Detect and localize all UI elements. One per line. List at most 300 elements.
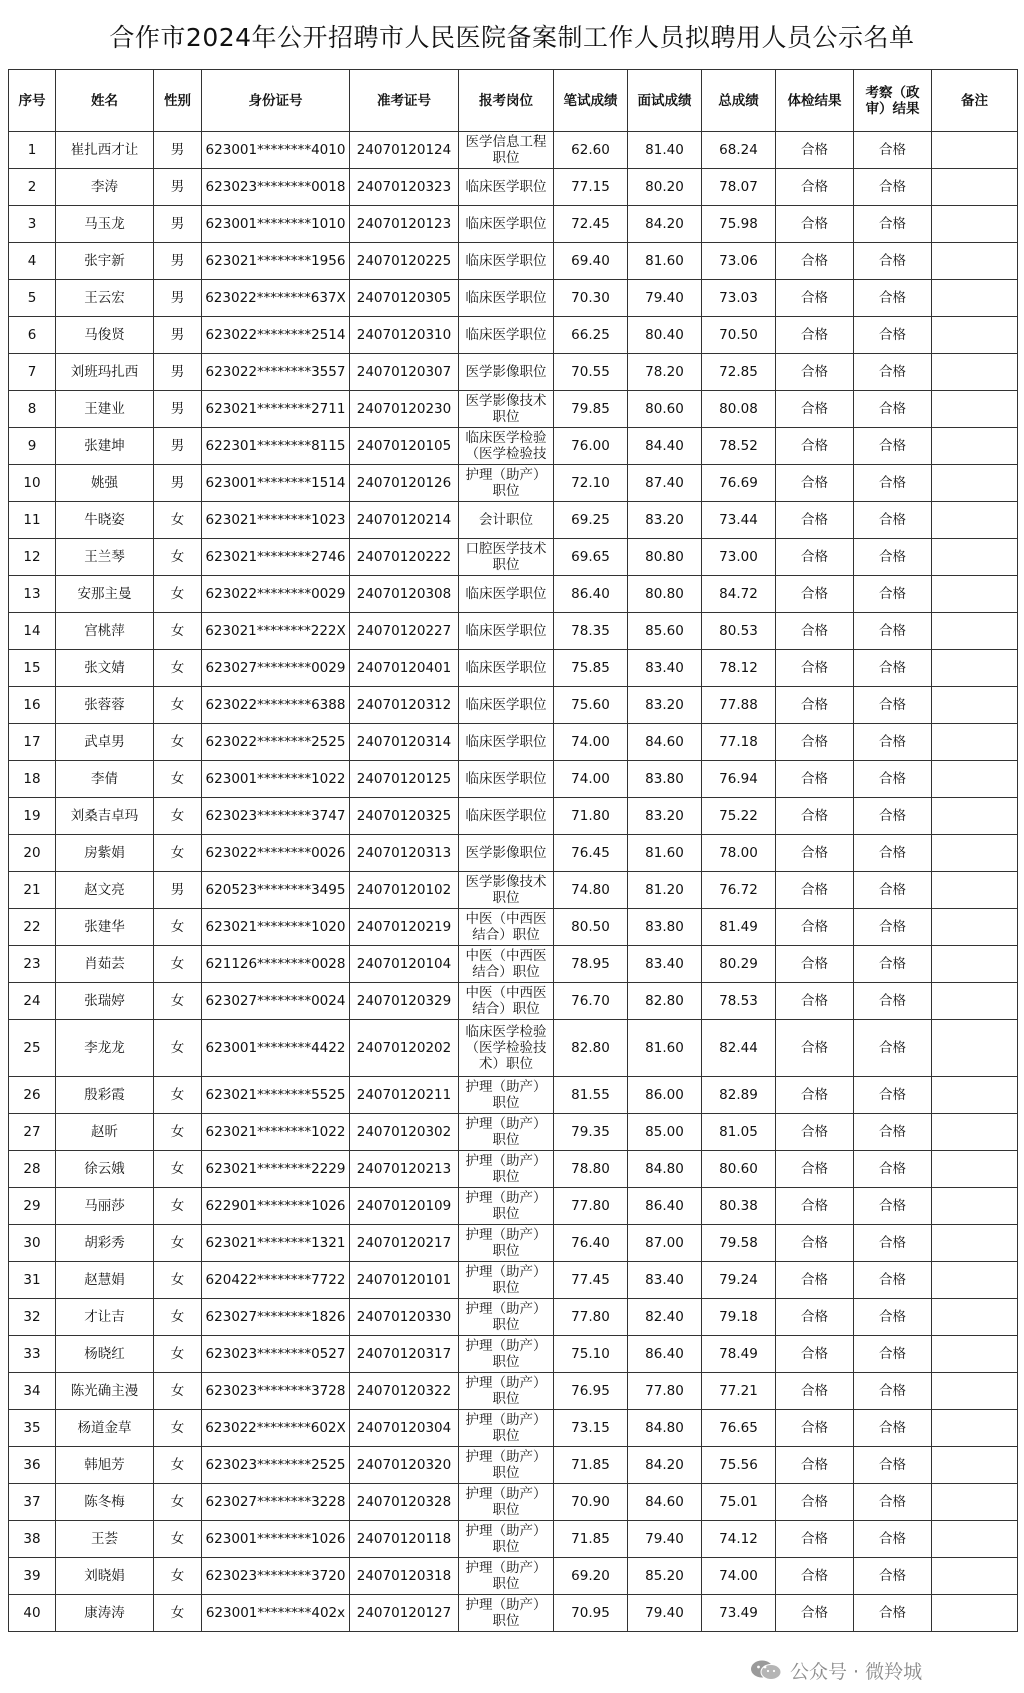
table-row	[9, 835, 1018, 872]
written-score: 77.80	[554, 1299, 628, 1336]
medical-result: 合格	[776, 317, 854, 354]
table-header	[9, 70, 1018, 132]
post	[459, 835, 554, 872]
table-row	[9, 502, 1018, 539]
interview-score: 79.40	[628, 280, 702, 317]
medical-result: 合格	[776, 687, 854, 724]
total-score: 73.06	[702, 243, 776, 280]
post-text: 临床医学检验（医学检验技	[465, 430, 547, 462]
table-row	[9, 1447, 1018, 1484]
candidate-name: 王荟	[56, 1521, 154, 1558]
medical-result: 合格	[776, 1114, 854, 1151]
written-score: 72.10	[554, 465, 628, 502]
interview-score: 83.40	[628, 650, 702, 687]
post	[459, 1114, 554, 1151]
candidate-table	[8, 69, 1018, 1632]
row-number: 5	[9, 280, 56, 317]
column-header: 报考岗位	[459, 70, 554, 132]
exam-number: 24070120325	[350, 798, 459, 835]
candidate-name: 胡彩秀	[56, 1225, 154, 1262]
interview-score: 83.20	[628, 687, 702, 724]
remark	[932, 132, 1018, 169]
post-text: 医学影像技术职位	[465, 874, 547, 906]
exam-number: 24070120312	[350, 687, 459, 724]
id-number: 623023********0527	[202, 1336, 350, 1373]
interview-score: 84.40	[628, 428, 702, 465]
candidate-name: 赵昕	[56, 1114, 154, 1151]
table-body	[9, 132, 1018, 1632]
review-result: 合格	[854, 1188, 932, 1225]
row-number: 38	[9, 1521, 56, 1558]
remark	[932, 1262, 1018, 1299]
exam-number: 24070120104	[350, 946, 459, 983]
remark	[932, 687, 1018, 724]
id-number: 623023********3728	[202, 1373, 350, 1410]
row-number: 10	[9, 465, 56, 502]
written-score: 71.85	[554, 1521, 628, 1558]
table-row	[9, 206, 1018, 243]
interview-score: 84.80	[628, 1151, 702, 1188]
review-result: 合格	[854, 650, 932, 687]
interview-score: 86.40	[628, 1188, 702, 1225]
post	[459, 576, 554, 613]
interview-score: 79.40	[628, 1595, 702, 1632]
row-number: 15	[9, 650, 56, 687]
written-score: 69.65	[554, 539, 628, 576]
review-result: 合格	[854, 1373, 932, 1410]
post-text: 医学影像职位	[465, 845, 547, 861]
table-row	[9, 687, 1018, 724]
post	[459, 354, 554, 391]
table-row	[9, 724, 1018, 761]
candidate-name: 杨道金草	[56, 1410, 154, 1447]
candidate-name: 马丽莎	[56, 1188, 154, 1225]
total-score: 73.00	[702, 539, 776, 576]
interview-score: 77.80	[628, 1373, 702, 1410]
row-number: 35	[9, 1410, 56, 1447]
gender: 女	[154, 1151, 202, 1188]
table-row	[9, 946, 1018, 983]
review-result: 合格	[854, 465, 932, 502]
gender: 女	[154, 1521, 202, 1558]
post	[459, 983, 554, 1020]
post	[459, 465, 554, 502]
written-score: 76.45	[554, 835, 628, 872]
post	[459, 872, 554, 909]
id-number: 623001********1514	[202, 465, 350, 502]
exam-number: 24070120310	[350, 317, 459, 354]
medical-result: 合格	[776, 798, 854, 835]
review-result: 合格	[854, 687, 932, 724]
review-result: 合格	[854, 169, 932, 206]
table-row	[9, 1336, 1018, 1373]
gender: 女	[154, 1114, 202, 1151]
review-result: 合格	[854, 1558, 932, 1595]
remark	[932, 1558, 1018, 1595]
total-score: 78.12	[702, 650, 776, 687]
interview-score: 81.20	[628, 872, 702, 909]
total-score: 72.85	[702, 354, 776, 391]
row-number: 20	[9, 835, 56, 872]
medical-result: 合格	[776, 539, 854, 576]
post	[459, 724, 554, 761]
row-number: 40	[9, 1595, 56, 1632]
id-number: 623023********3747	[202, 798, 350, 835]
gender: 女	[154, 1077, 202, 1114]
remark	[932, 835, 1018, 872]
post	[459, 1521, 554, 1558]
interview-score: 85.20	[628, 1558, 702, 1595]
interview-score: 84.20	[628, 1447, 702, 1484]
medical-result: 合格	[776, 1521, 854, 1558]
table-row	[9, 1077, 1018, 1114]
id-number: 623027********3228	[202, 1484, 350, 1521]
review-result: 合格	[854, 1299, 932, 1336]
gender: 女	[154, 835, 202, 872]
gender: 女	[154, 1336, 202, 1373]
exam-number: 24070120109	[350, 1188, 459, 1225]
post-text: 临床医学职位	[465, 660, 547, 676]
table-row	[9, 428, 1018, 465]
total-score: 75.01	[702, 1484, 776, 1521]
interview-score: 84.60	[628, 724, 702, 761]
row-number: 36	[9, 1447, 56, 1484]
medical-result: 合格	[776, 872, 854, 909]
table-row	[9, 280, 1018, 317]
row-number: 7	[9, 354, 56, 391]
written-score: 77.80	[554, 1188, 628, 1225]
id-number: 620422********7722	[202, 1262, 350, 1299]
column-header: 总成绩	[702, 70, 776, 132]
review-result: 合格	[854, 1595, 932, 1632]
id-number: 623001********1026	[202, 1521, 350, 1558]
table-row	[9, 650, 1018, 687]
candidate-name: 王云宏	[56, 280, 154, 317]
gender: 女	[154, 1595, 202, 1632]
table-row	[9, 465, 1018, 502]
id-number: 623001********4010	[202, 132, 350, 169]
id-number: 623021********1022	[202, 1114, 350, 1151]
medical-result: 合格	[776, 909, 854, 946]
medical-result: 合格	[776, 1188, 854, 1225]
gender: 女	[154, 650, 202, 687]
written-score: 75.85	[554, 650, 628, 687]
table-row	[9, 1558, 1018, 1595]
watermark-text: 公众号 · 微羚城	[790, 1660, 923, 1683]
table-row	[9, 1151, 1018, 1188]
total-score: 74.00	[702, 1558, 776, 1595]
post	[459, 798, 554, 835]
gender: 男	[154, 169, 202, 206]
table-row	[9, 1521, 1018, 1558]
post-text: 护理（助产）职位	[465, 467, 547, 499]
medical-result: 合格	[776, 1225, 854, 1262]
column-header: 准考证号	[350, 70, 459, 132]
exam-number: 24070120320	[350, 1447, 459, 1484]
total-score: 81.05	[702, 1114, 776, 1151]
row-number: 22	[9, 909, 56, 946]
candidate-name: 康涛涛	[56, 1595, 154, 1632]
post-text: 临床医学检验（医学检验技术）职位	[465, 1024, 547, 1072]
written-score: 76.40	[554, 1225, 628, 1262]
row-number: 19	[9, 798, 56, 835]
total-score: 73.44	[702, 502, 776, 539]
exam-number: 24070120317	[350, 1336, 459, 1373]
post	[459, 539, 554, 576]
post-text: 临床医学职位	[465, 216, 547, 232]
table-row	[9, 132, 1018, 169]
written-score: 73.15	[554, 1410, 628, 1447]
post-text: 中医（中西医结合）职位	[465, 948, 547, 980]
review-result: 合格	[854, 1484, 932, 1521]
post-text: 护理（助产）职位	[465, 1486, 547, 1518]
id-number: 623022********602X	[202, 1410, 350, 1447]
table-row	[9, 1020, 1018, 1077]
total-score: 79.58	[702, 1225, 776, 1262]
total-score: 78.07	[702, 169, 776, 206]
id-number: 623027********1826	[202, 1299, 350, 1336]
id-number: 623022********0026	[202, 835, 350, 872]
wechat-icon	[750, 1659, 782, 1681]
gender: 女	[154, 983, 202, 1020]
interview-score: 86.40	[628, 1336, 702, 1373]
gender: 男	[154, 391, 202, 428]
remark	[932, 465, 1018, 502]
id-number: 623022********637X	[202, 280, 350, 317]
medical-result: 合格	[776, 1595, 854, 1632]
exam-number: 24070120219	[350, 909, 459, 946]
post	[459, 687, 554, 724]
review-result: 合格	[854, 502, 932, 539]
review-result: 合格	[854, 872, 932, 909]
written-score: 72.45	[554, 206, 628, 243]
gender: 女	[154, 1299, 202, 1336]
remark	[932, 1188, 1018, 1225]
medical-result: 合格	[776, 946, 854, 983]
post-text: 医学影像技术职位	[465, 393, 547, 425]
remark	[932, 1151, 1018, 1188]
post	[459, 1299, 554, 1336]
candidate-name: 马俊贤	[56, 317, 154, 354]
medical-result: 合格	[776, 391, 854, 428]
table-row	[9, 354, 1018, 391]
medical-result: 合格	[776, 983, 854, 1020]
row-number: 39	[9, 1558, 56, 1595]
remark	[932, 169, 1018, 206]
table-row	[9, 872, 1018, 909]
post-text: 护理（助产）职位	[465, 1264, 547, 1296]
gender: 女	[154, 687, 202, 724]
gender: 女	[154, 761, 202, 798]
interview-score: 80.40	[628, 317, 702, 354]
written-score: 74.80	[554, 872, 628, 909]
candidate-name: 马玉龙	[56, 206, 154, 243]
exam-number: 24070120230	[350, 391, 459, 428]
table-row	[9, 1373, 1018, 1410]
candidate-name: 李倩	[56, 761, 154, 798]
gender: 女	[154, 1373, 202, 1410]
page-title: 合作市2024年公开招聘市人民医院备案制工作人员拟聘用人员公示名单	[109, 23, 915, 52]
table-row	[9, 613, 1018, 650]
interview-score: 85.00	[628, 1114, 702, 1151]
post-text: 会计职位	[479, 512, 533, 528]
row-number: 25	[9, 1020, 56, 1077]
written-score: 79.85	[554, 391, 628, 428]
candidate-name: 徐云娥	[56, 1151, 154, 1188]
row-number: 29	[9, 1188, 56, 1225]
medical-result: 合格	[776, 280, 854, 317]
id-number: 623021********1956	[202, 243, 350, 280]
id-number: 622901********1026	[202, 1188, 350, 1225]
review-result: 合格	[854, 428, 932, 465]
remark	[932, 243, 1018, 280]
post-text: 口腔医学技术职位	[465, 541, 547, 573]
post	[459, 1373, 554, 1410]
post-text: 护理（助产）职位	[465, 1560, 547, 1592]
gender: 女	[154, 1410, 202, 1447]
interview-score: 81.60	[628, 243, 702, 280]
exam-number: 24070120118	[350, 1521, 459, 1558]
remark	[932, 280, 1018, 317]
total-score: 77.18	[702, 724, 776, 761]
post-text: 护理（助产）职位	[465, 1079, 547, 1111]
row-number: 1	[9, 132, 56, 169]
exam-number: 24070120318	[350, 1558, 459, 1595]
post	[459, 502, 554, 539]
post	[459, 1262, 554, 1299]
interview-score: 84.20	[628, 206, 702, 243]
total-score: 78.00	[702, 835, 776, 872]
row-number: 12	[9, 539, 56, 576]
written-score: 69.20	[554, 1558, 628, 1595]
row-number: 31	[9, 1262, 56, 1299]
exam-number: 24070120329	[350, 983, 459, 1020]
total-score: 76.72	[702, 872, 776, 909]
exam-number: 24070120323	[350, 169, 459, 206]
written-score: 75.60	[554, 687, 628, 724]
gender: 男	[154, 872, 202, 909]
review-result: 合格	[854, 1336, 932, 1373]
gender: 男	[154, 243, 202, 280]
review-result: 合格	[854, 391, 932, 428]
id-number: 623022********6388	[202, 687, 350, 724]
interview-score: 87.00	[628, 1225, 702, 1262]
candidate-name: 安那主曼	[56, 576, 154, 613]
total-score: 75.56	[702, 1447, 776, 1484]
candidate-name: 宫桃萍	[56, 613, 154, 650]
id-number: 623023********2525	[202, 1447, 350, 1484]
total-score: 80.53	[702, 613, 776, 650]
row-number: 16	[9, 687, 56, 724]
table-row	[9, 798, 1018, 835]
written-score: 82.80	[554, 1020, 628, 1077]
total-score: 77.21	[702, 1373, 776, 1410]
table-row	[9, 539, 1018, 576]
table-row	[9, 1410, 1018, 1447]
row-number: 28	[9, 1151, 56, 1188]
exam-number: 24070120125	[350, 761, 459, 798]
gender: 女	[154, 539, 202, 576]
written-score: 74.00	[554, 761, 628, 798]
review-result: 合格	[854, 243, 932, 280]
total-score: 80.08	[702, 391, 776, 428]
remark	[932, 1373, 1018, 1410]
exam-number: 24070120124	[350, 132, 459, 169]
review-result: 合格	[854, 1262, 932, 1299]
remark	[932, 1447, 1018, 1484]
interview-score: 83.40	[628, 1262, 702, 1299]
review-result: 合格	[854, 1521, 932, 1558]
remark	[932, 1020, 1018, 1077]
medical-result: 合格	[776, 354, 854, 391]
interview-score: 87.40	[628, 465, 702, 502]
post-text: 护理（助产）职位	[465, 1116, 547, 1148]
post	[459, 317, 554, 354]
interview-score: 83.80	[628, 909, 702, 946]
remark	[932, 1521, 1018, 1558]
exam-number: 24070120102	[350, 872, 459, 909]
written-score: 76.95	[554, 1373, 628, 1410]
id-number: 622301********8115	[202, 428, 350, 465]
review-result: 合格	[854, 983, 932, 1020]
remark	[932, 206, 1018, 243]
interview-score: 80.20	[628, 169, 702, 206]
post-text: 护理（助产）职位	[465, 1597, 547, 1629]
candidate-name: 张建华	[56, 909, 154, 946]
total-score: 80.29	[702, 946, 776, 983]
written-score: 80.50	[554, 909, 628, 946]
candidate-name: 才让吉	[56, 1299, 154, 1336]
id-number: 623023********3720	[202, 1558, 350, 1595]
candidate-name: 姚强	[56, 465, 154, 502]
post	[459, 1558, 554, 1595]
row-number: 37	[9, 1484, 56, 1521]
post-text: 临床医学职位	[465, 290, 547, 306]
id-number: 623001********402x	[202, 1595, 350, 1632]
exam-number: 24070120202	[350, 1020, 459, 1077]
post-text: 临床医学职位	[465, 623, 547, 639]
remark	[932, 502, 1018, 539]
review-result: 合格	[854, 1410, 932, 1447]
post	[459, 946, 554, 983]
medical-result: 合格	[776, 1484, 854, 1521]
candidate-name: 陈冬梅	[56, 1484, 154, 1521]
written-score: 71.80	[554, 798, 628, 835]
row-number: 17	[9, 724, 56, 761]
total-score: 78.52	[702, 428, 776, 465]
medical-result: 合格	[776, 650, 854, 687]
total-score: 75.22	[702, 798, 776, 835]
interview-score: 82.80	[628, 983, 702, 1020]
exam-number: 24070120101	[350, 1262, 459, 1299]
column-header: 性别	[154, 70, 202, 132]
gender: 女	[154, 1020, 202, 1077]
remark	[932, 872, 1018, 909]
candidate-name: 韩旭芳	[56, 1447, 154, 1484]
row-number: 14	[9, 613, 56, 650]
candidate-name: 肖茹芸	[56, 946, 154, 983]
id-number: 623001********4422	[202, 1020, 350, 1077]
review-result: 合格	[854, 206, 932, 243]
review-result: 合格	[854, 1114, 932, 1151]
written-score: 69.25	[554, 502, 628, 539]
table-row	[9, 317, 1018, 354]
row-number: 21	[9, 872, 56, 909]
candidate-name: 陈光确主漫	[56, 1373, 154, 1410]
total-score: 82.44	[702, 1020, 776, 1077]
row-number: 9	[9, 428, 56, 465]
total-score: 78.49	[702, 1336, 776, 1373]
